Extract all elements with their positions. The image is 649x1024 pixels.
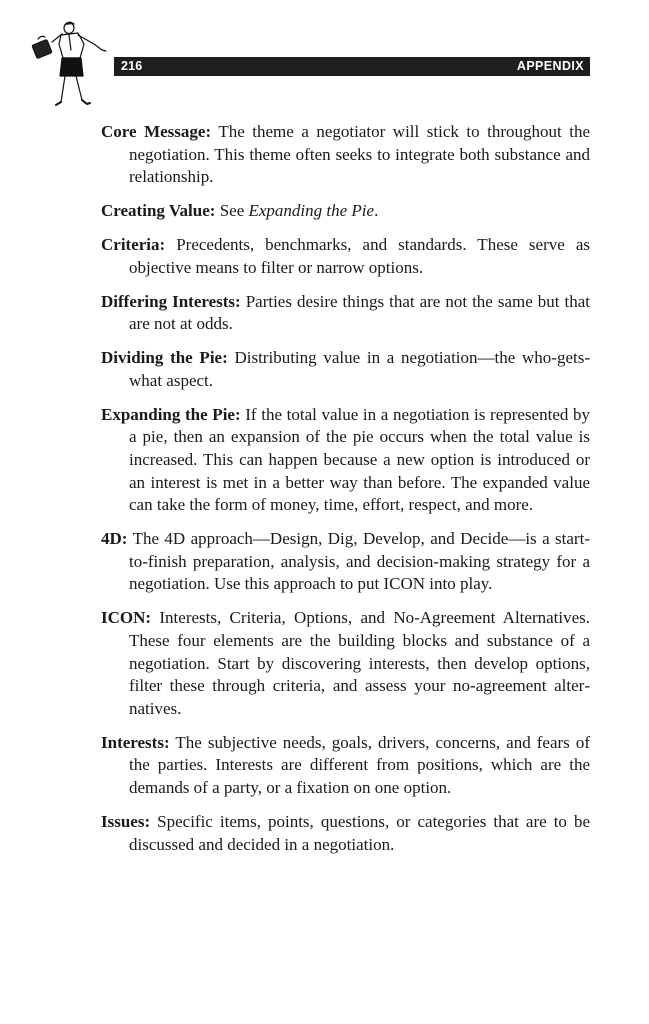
glossary-definition: The 4D approach—Design, Dig, Develop, and Decide—is a start-to-finish preparation, analysis, and decision-making strategy for a negotiation. Use this approach to put ICON into play.	[129, 529, 590, 594]
glossary-term: Core Message:	[101, 122, 212, 141]
glossary-term: Expanding the Pie:	[101, 404, 241, 424]
glossary-entry-icon	[101, 607, 590, 720]
businesswoman-illustration	[28, 20, 110, 108]
glossary-definition: Interests, Criteria, Options, and No-Agreement Alternatives. These four elements are the building blocks and substance of a negotiation. Start by discovering interests, then develop options, filter these through criteria, and assess your no-agreement alternatives.	[129, 608, 591, 718]
glossary-definition: See	[219, 201, 245, 221]
page-number: 216	[121, 59, 143, 73]
glossary-definition: Precedents, benchmarks, and standards. These serve as objective means to filter or narrow options.	[129, 235, 590, 277]
glossary-definition: Parties desire things that are not the same but that are not at odds.	[129, 291, 590, 334]
section-title: APPENDIX	[516, 59, 584, 73]
glossary-entry-issues	[101, 811, 590, 856]
running-header	[114, 57, 590, 76]
glossary-term: 4D:	[101, 529, 128, 549]
glossary-definition: Specific items, points, questions, or categories that are to be discussed and decided in a negotiation.	[129, 811, 590, 854]
glossary-term: Creating Value:	[101, 201, 216, 221]
glossary-definition: If the total value in a negotiation is represented by a pie, then an expansion of the pie occurs when the total value is increased. This can happen because a new option is introduced or an interest is met in a better way than before. The expanded value can take the form of money, time, effort, respect, and more.	[129, 404, 591, 515]
glossary-entry-creating-value	[101, 200, 590, 223]
glossary-term: Dividing the Pie:	[101, 348, 228, 368]
glossary-definition: Distributing value in a negotiation—the who-gets-what aspect.	[129, 348, 590, 390]
glossary-entry-expanding-the-pie	[101, 404, 590, 517]
glossary-entry-criteria	[101, 234, 590, 279]
glossary-term: Interests:	[101, 732, 170, 752]
glossary-entry-core-message	[101, 121, 590, 189]
glossary-entry-differing-interests	[101, 291, 590, 336]
glossary-term: Issues:	[101, 811, 151, 831]
cross-reference: Expanding the Pie	[248, 201, 375, 221]
glossary-entry-interests	[101, 732, 590, 800]
glossary-definition: The subjective needs, goals, drivers, concerns, and fears of the parties. Interests are different from positions, which are the demands of a party, or a fixation on one option.	[129, 732, 591, 797]
glossary-term: Differing Interests:	[101, 291, 241, 311]
glossary-entry-dividing-the-pie	[101, 347, 590, 392]
glossary-definition: The theme a negotiator will stick to throughout the negotiation. This theme often seeks to integrate both substance and relationship.	[129, 122, 591, 187]
glossary-entry-4d	[101, 528, 590, 596]
glossary-list	[101, 121, 590, 868]
glossary-term: Criteria:	[101, 235, 166, 255]
glossary-term: ICON:	[101, 608, 152, 628]
glossary-definition-end: .	[374, 201, 379, 221]
